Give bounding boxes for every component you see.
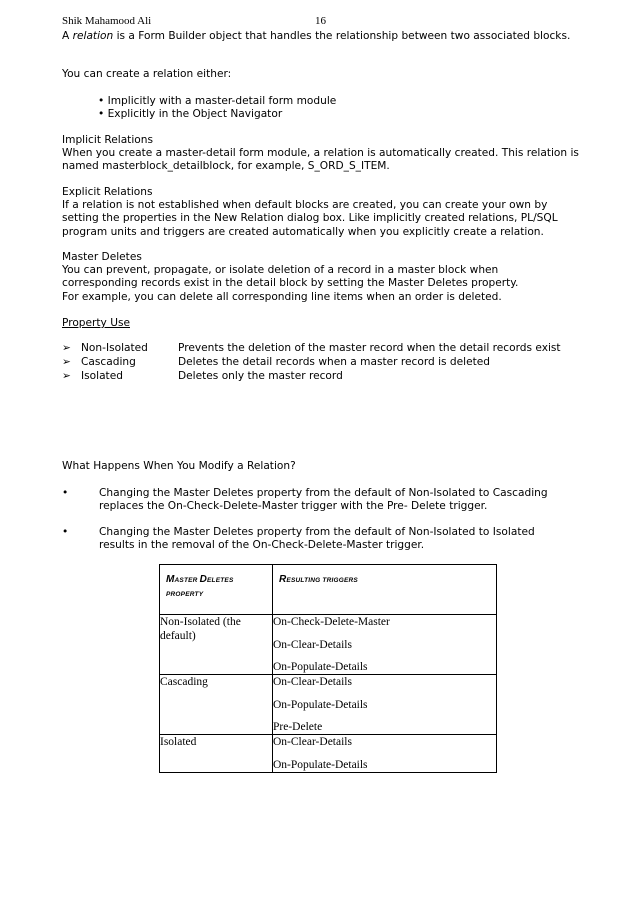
master-deletes-body: You can prevent, propagate, or isolate deletion of a record in a master block when corresponding records exist in the detail block by setting the Master Deletes property. [62, 264, 519, 290]
create-bullet-1: • Implicitly with a master-detail form module [98, 95, 337, 107]
explicit-body: If a relation is not established when default blocks are created, you can create your own by setting the properties in the New Relation dialog box. Like implicitly created relations, PL/SQL program units and triggers are created automatically when you explicitly create a relation. [62, 199, 558, 238]
table-header-row [160, 565, 497, 615]
arrow-bullet-icon: ➢ [62, 356, 71, 368]
trigger: On-Populate-Details [273, 758, 368, 771]
header-page-number: 16 [315, 15, 326, 27]
header-author: Shik Mahamood Ali [62, 15, 152, 27]
hdr-part: ASTER [174, 577, 200, 584]
trigger: On-Clear-Details [273, 638, 352, 651]
arrow-bullet-icon: ➢ [62, 370, 71, 382]
hdr-part: ELETES [207, 577, 234, 584]
property-desc: Prevents the deletion of the master record when the detail records exist [178, 342, 561, 354]
header-master-deletes-property [160, 565, 273, 615]
master-deletes-heading: Master Deletes [62, 251, 142, 263]
header-text [279, 574, 490, 585]
intro-italic-word: relation [72, 30, 114, 42]
modify-item-1: Changing the Master Deletes property from the default of Non-Isolated to Cascading replaces the On-Check-Delete-Master trigger with the Pre- Delete trigger. [99, 487, 548, 513]
property-use-heading-text: Property Use [62, 317, 130, 329]
cell-triggers [273, 615, 497, 675]
bullet-icon: • [62, 526, 69, 538]
table-row [160, 615, 497, 675]
modify-item-2: Changing the Master Deletes property from the default of Non-Isolated to Isolated results in the removal of the On-Check-Delete-Master trigger. [99, 526, 535, 552]
explicit-heading: Explicit Relations [62, 186, 153, 198]
bullet-icon: • [62, 487, 69, 499]
header-text [166, 574, 266, 585]
property-name: Non-Isolated [81, 342, 148, 354]
triggers-table [159, 564, 497, 773]
table-row [160, 735, 497, 773]
implicit-body: When you create a master-detail form module, a relation is automatically created. This relation is named masterblock_detailblock, for example, S_ORD_S_ITEM. [62, 147, 579, 173]
trigger: On-Populate-Details [273, 661, 368, 673]
table-row [160, 675, 497, 735]
hdr-part: R [279, 574, 287, 585]
trigger: On-Populate-Details [273, 698, 368, 711]
cell-property: Non-Isolated (the default) [160, 615, 273, 675]
cell-property: Isolated [160, 735, 273, 773]
create-bullet-2: • Explicitly in the Object Navigator [98, 108, 283, 120]
hdr-part: ESULTING TRIGGERS [286, 577, 358, 584]
trigger: On-Clear-Details [273, 676, 352, 688]
property-desc: Deletes the detail records when a master record is deleted [178, 356, 491, 368]
trigger: On-Check-Delete-Master [273, 616, 390, 628]
cell-property: Cascading [160, 675, 273, 735]
trigger: On-Clear-Details [273, 736, 352, 748]
hdr-part: D [199, 574, 207, 585]
master-deletes-example: For example, you can delete all corresponding line items when an order is deleted. [62, 291, 502, 303]
hdr-part: M [166, 574, 175, 585]
create-intro: You can create a relation either: [62, 68, 232, 80]
cell-triggers [273, 735, 497, 773]
property-name: Isolated [81, 370, 123, 382]
property-desc: Deletes only the master record [178, 370, 343, 382]
header-resulting-triggers [273, 565, 497, 615]
intro-prefix: A [62, 30, 73, 42]
intro-paragraph [62, 30, 592, 43]
cell-triggers [273, 675, 497, 735]
hdr-part: PROPERTY [166, 591, 204, 598]
intro-suffix: is a Form Builder object that handles the relationship between two associated blocks. [113, 30, 571, 42]
property-name: Cascading [81, 356, 136, 368]
header-text [166, 588, 266, 599]
arrow-bullet-icon: ➢ [62, 342, 71, 354]
modify-heading: What Happens When You Modify a Relation? [62, 460, 296, 472]
property-use-heading [62, 317, 592, 330]
trigger: Pre-Delete [273, 721, 323, 733]
implicit-heading: Implicit Relations [62, 134, 153, 146]
